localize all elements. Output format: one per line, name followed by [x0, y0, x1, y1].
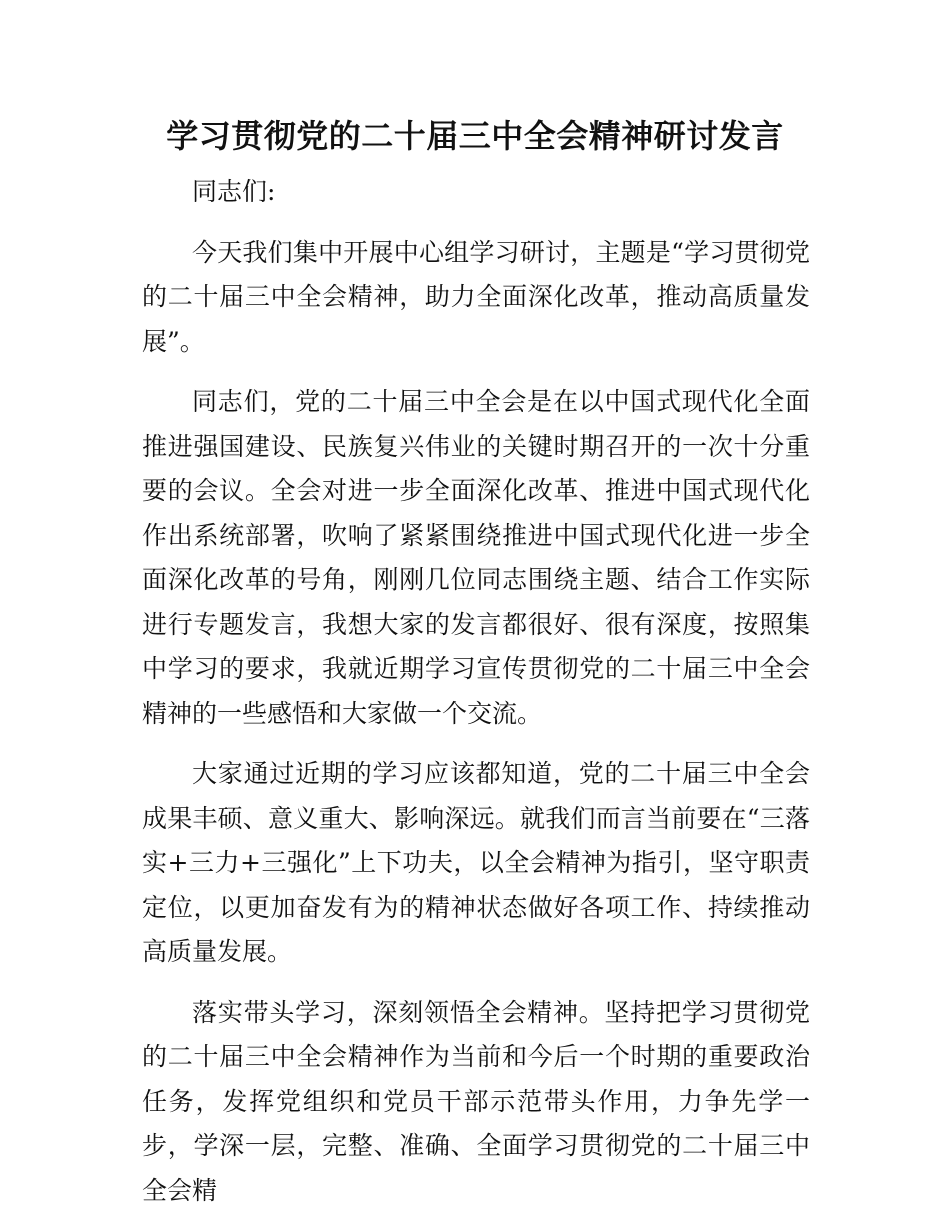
document-title: 学习贯彻党的二十届三中全会精神研讨发言 [166, 117, 784, 155]
paragraph-1: 今天我们集中开展中心组学习研讨，主题是“学习贯彻党的二十届三中全会精神，助力全面深化改革，推动高质量发展”。 [142, 237, 810, 356]
salutation: 同志们: [192, 177, 276, 206]
paragraph-3: 大家通过近期的学习应该都知道，党的二十届三中全会成果丰硕、意义重大、影响深远。就我们而言当前要在“三落实+三力+三强化”上下功夫，以全会精神为指引，坚守职责定位，以更加奋发有为的精神状态做好各项工作、持续推动高质量发展。 [142, 759, 810, 966]
document-body [142, 170, 810, 1229]
paragraph-4: 落实带头学习，深刻领悟全会精神。坚持把学习贯彻党的二十届三中全会精神作为当前和今后一个时期的重要政治任务，发挥党组织和党员干部示范带头作用，力争先学一步，学深一层，完整、准确、全面学习贯彻党的二十届三中全会精 [142, 997, 810, 1205]
paragraph-2: 同志们，党的二十届三中全会是在以中国式现代化全面推进强国建设、民族复兴伟业的关键时期召开的一次十分重要的会议。全会对进一步全面深化改革、推进中国式现代化作出系统部署，吹响了紧紧围绕推进中国式现代化进一步全面深化改革的号角，刚刚几位同志围绕主题、结合工作实际进行专题发言，我想大家的发言都很好、很有深度，按照集中学习的要求，我就近期学习宣传贯彻党的二十届三中全会精神的一些感悟和大家做一个交流。 [142, 387, 810, 728]
